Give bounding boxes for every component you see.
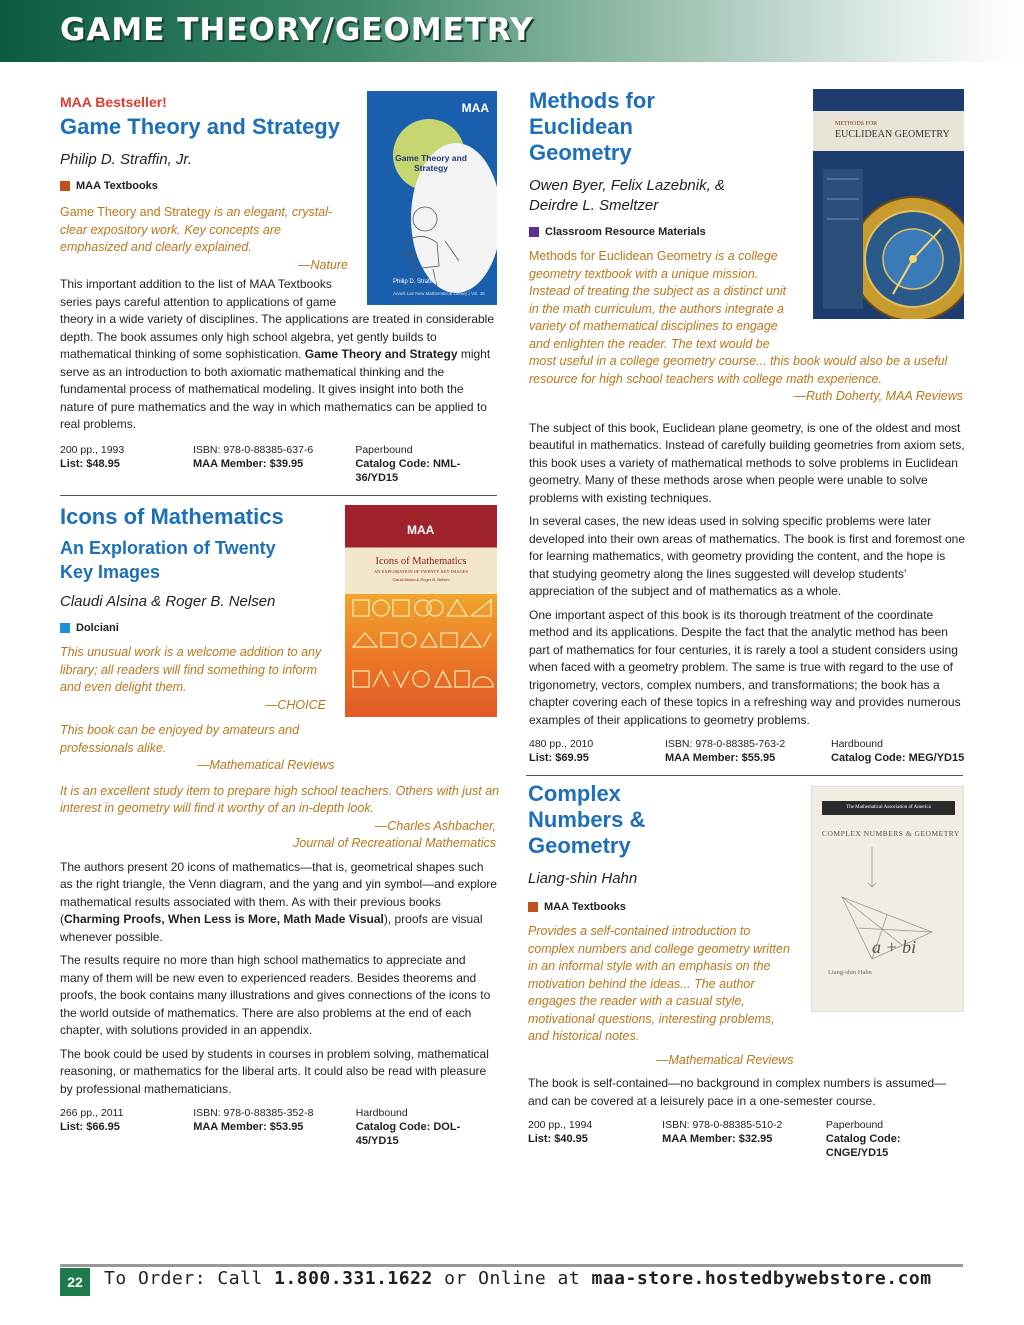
isbn: ISBN: 978-0-88385-510-2 <box>662 1119 783 1131</box>
catalog-code: Catalog Code: DOL-45/YD15 <box>355 1121 461 1147</box>
quote-title: Game Theory and Strategy <box>60 205 211 219</box>
cover-title-line2: EUCLIDEAN GEOMETRY <box>835 129 950 140</box>
page-number: 22 <box>60 1268 90 1296</box>
book-description: The subject of this book, Euclidean plane geometry, is one of the oldest and most beautiful in mathematics. Instead of carefully building geometries from axiom sets, this book uses a variety of mathematical methods to solve problems in Euclidean geometry. Many of these methods arose when people were unable to solve problems with existing techniques. <box>529 420 965 505</box>
book-description: In several cases, the new ideas used in solving specific problems were later developed into their own areas of mathematics. The book is first and foremost one for learning mathematics, with geometry providing the content, and the hope is that studying geometry along the lines suggested will develop students’ appreciation of the subject and of mathematics as a whole. <box>529 514 966 598</box>
cover-series: Anneli Lax New Mathematical Library | Vol. 36 <box>393 291 485 296</box>
series-square-icon <box>60 623 70 633</box>
triangle-illustration <box>812 787 964 1012</box>
description-text: This important addition to the list of MAA Textbooks series pays careful attention to applications of game theory in a wide variety of disciplines. The applications are treated in considerable depth. The book assumes only high school algebra, yet gently builds to mathematical thinking of some sophistication. <box>60 277 495 361</box>
isbn: ISBN: 978-0-88385-763-2 <box>665 738 786 750</box>
series-name: MAA Textbooks <box>544 901 626 913</box>
cover-title: COMPLEX NUMBERS & GEOMETRY <box>822 829 960 838</box>
order-url[interactable]: maa-store.hostedbywebstore.com <box>591 1268 932 1289</box>
cover-illustration <box>367 91 497 305</box>
cover-formula: a + bi <box>872 937 917 957</box>
cover-subtitle: AN EXPLORATION OF TWENTY KEY IMAGES <box>374 569 468 574</box>
order-middle: or Online at <box>432 1268 592 1289</box>
series-name: MAA Textbooks <box>76 180 158 192</box>
description-bold-title: Game Theory and Strategy <box>304 347 458 361</box>
divider <box>60 495 497 496</box>
review-quote: This book can be enjoyed by amateurs and professionals alike. <box>60 723 300 755</box>
book-subtitle: An Exploration of Twenty Key Images <box>60 538 276 582</box>
book-authors: Liang-shin Hahn <box>528 870 638 887</box>
binding: Hardbound <box>355 1107 408 1119</box>
maa-logo: MAA <box>461 101 489 115</box>
review-quote: This unusual work is a welcome addition to any library; all readers will find something to inform and even delight them. <box>60 645 322 694</box>
page-title: GAME THEORY/GEOMETRY <box>60 12 534 48</box>
list-price: List: $66.95 <box>60 1121 120 1133</box>
isbn: ISBN: 978-0-88385-637-6 <box>193 444 314 456</box>
cover-author: Philip D. Straffin <box>393 279 436 285</box>
bestseller-tag: MAA Bestseller! <box>60 94 167 110</box>
binding: Paperbound <box>355 444 413 456</box>
quote-attribution: —Mathematical Reviews <box>197 758 335 772</box>
clock-illustration <box>813 89 964 319</box>
series-square-icon <box>528 902 538 912</box>
quote-attribution: —Ruth Doherty, MAA Reviews <box>793 389 963 403</box>
review-quote <box>60 204 350 257</box>
quote-attribution-journal: Journal of Recreational Mathematics <box>293 836 496 850</box>
quote-attribution: —Mathematical Reviews <box>656 1052 794 1067</box>
quote-text: is a college geometry textbook with a unique mission. Instead of treating the subject as a distinct unit in the math curriculum, the authors integrate a variety of mathematical disciplines to engage and enlighten the reader. The text would be most useful in a college geometry course... this book would also be a useful resource for high school teachers with college math experience. <box>529 249 948 386</box>
book-cover-icons[interactable] <box>345 505 497 717</box>
book-title[interactable]: Methods for Euclidean Geometry <box>529 88 655 165</box>
series-square-icon <box>529 227 539 237</box>
cover-author: Liang-shin Hahn <box>828 969 872 976</box>
isbn: ISBN: 978-0-88385-352-8 <box>193 1107 314 1119</box>
quote-attribution: —Nature <box>297 257 348 272</box>
cover-icons-illustration <box>345 505 497 717</box>
list-price: List: $40.95 <box>528 1133 588 1145</box>
member-price: MAA Member: $39.95 <box>193 458 304 470</box>
catalog-code: Catalog Code: MEG/YD15 <box>831 752 965 764</box>
book-description: The results require no more than high school mathematics to appreciate and many of them will be new even to experienced readers. Besides theorems and proofs, the book contains many illustrations and gives connections of the icons to the world outside of mathematics. There are also problems at the end of each chapter, with solutions provided in an appendix. <box>60 953 491 1037</box>
member-price: MAA Member: $32.95 <box>662 1133 773 1145</box>
list-price: List: $69.95 <box>529 752 589 764</box>
divider <box>526 775 963 776</box>
book-cover-euclidean[interactable] <box>813 89 964 319</box>
price-info <box>529 737 965 765</box>
catalog-code: Catalog Code: NML-36/YD15 <box>355 458 461 484</box>
page-count: 480 pp., 2010 <box>529 738 594 750</box>
book-description: One important aspect of this book is its thorough treatment of the coordinate method and its applications. Despite the fact that the analytic method has been part of mathematics for four centuries, it is rarely a tool a student considers using when faced with a geometry problem. The same is true with regard to the use of trigonometry, vectors, complex numbers, and transformations; the book has a chapter covering each of these topics in a refreshing way and provides numerous examples of their applications to geometry problems. <box>529 607 961 727</box>
book-cover-complex[interactable] <box>811 786 964 1012</box>
cover-title: Icons of Mathematics <box>375 556 467 567</box>
review-quote: Provides a self-contained introduction to complex numbers and college geometry written in an informal style with an emphasis on the motivation behind the ideas... The author engages the reader with a casual style, motivational questions, interesting problems, and historical notes. <box>528 924 790 1043</box>
quote-attribution: —CHOICE <box>264 697 326 712</box>
page-count: 200 pp., 1994 <box>528 1119 593 1131</box>
maa-logo: MAA <box>407 523 435 537</box>
member-price: MAA Member: $53.95 <box>193 1121 304 1133</box>
book-cover-game-theory[interactable] <box>367 91 497 305</box>
cover-title: Game Theory and Strategy <box>395 153 467 173</box>
cover-authors: Claudi Alsina & Roger B. Nelsen <box>392 577 450 582</box>
member-price: MAA Member: $55.95 <box>665 752 776 764</box>
order-phone[interactable]: 1.800.331.1622 <box>274 1268 433 1289</box>
book-authors: Claudi Alsina & Roger B. Nelsen <box>60 593 276 610</box>
page-count: 266 pp., 2011 <box>60 1107 124 1119</box>
description-bold-titles: Charming Proofs, When Less is More, Math Made Visual <box>64 912 384 926</box>
book-title[interactable]: Complex Numbers & Geometry <box>528 781 646 858</box>
page-count: 200 pp., 1993 <box>60 444 125 456</box>
book-description: The book is self-contained—no background in complex numbers is assumed—and can be covered at a leisurely pace in a one-semester course. <box>528 1076 947 1108</box>
book-title[interactable]: Game Theory and Strategy <box>60 114 340 139</box>
series-name: Dolciani <box>76 622 119 634</box>
binding: Hardbound <box>831 738 883 750</box>
book-authors: Owen Byer, Felix Lazebnik, & Deirdre L. Smeltzer <box>529 177 725 214</box>
cover-publisher: The Mathematical Association of America <box>846 805 931 810</box>
price-info <box>528 1118 964 1160</box>
price-info <box>60 1106 500 1148</box>
order-prefix: To Order: Call <box>104 1268 275 1289</box>
series-name: Classroom Resource Materials <box>545 226 706 238</box>
description-text-2: might serve as an introduction to both axiomatic mathematical thinking and the fundamental process of mathematical modeling. It gives insight into both the nature of pure mathematics and the way in which mathematics can be applied to real problems. <box>60 347 491 431</box>
series-square-icon <box>60 181 70 191</box>
review-quote: It is an excellent study item to prepare high school teachers. Others with just an interest in geometry will find it worthy of an in-depth look. <box>60 783 500 815</box>
price-info <box>60 443 500 485</box>
quote-title: Methods for Euclidean Geometry <box>529 249 712 263</box>
binding: Paperbound <box>825 1119 884 1131</box>
book-description: The book could be used by students in courses in problem solving, mathematical reasoning, or mathematics for the liberal arts. It could also be read with pleasure by professional mathematicians. <box>60 1046 489 1096</box>
description-text-2: ), proofs are visual whenever possible. <box>60 912 483 944</box>
list-price: List: $48.95 <box>60 458 120 470</box>
cover-title-line1: METHODS FOR <box>835 121 878 127</box>
description-text: The authors present 20 icons of mathematics—that is, geometrical shapes such as the right triangle, the Venn diagram, and the yang and yin symbol—and explore mathematical results associated with them. As with their previous books ( <box>60 859 497 926</box>
catalog-code: Catalog Code: CNGE/YD15 <box>825 1133 901 1159</box>
book-title[interactable]: Icons of Mathematics <box>60 504 284 529</box>
header-band <box>0 0 1024 62</box>
order-info <box>104 1268 932 1289</box>
book-description <box>60 859 498 947</box>
footer-rule <box>60 1264 963 1267</box>
quote-attribution: —Charles Ashbacher, <box>374 818 496 833</box>
book-authors: Philip D. Straffin, Jr. <box>60 151 192 168</box>
quote-text: is an elegant, crystal-clear expository work. Key concepts are emphasized and clearly explained. <box>60 205 333 254</box>
